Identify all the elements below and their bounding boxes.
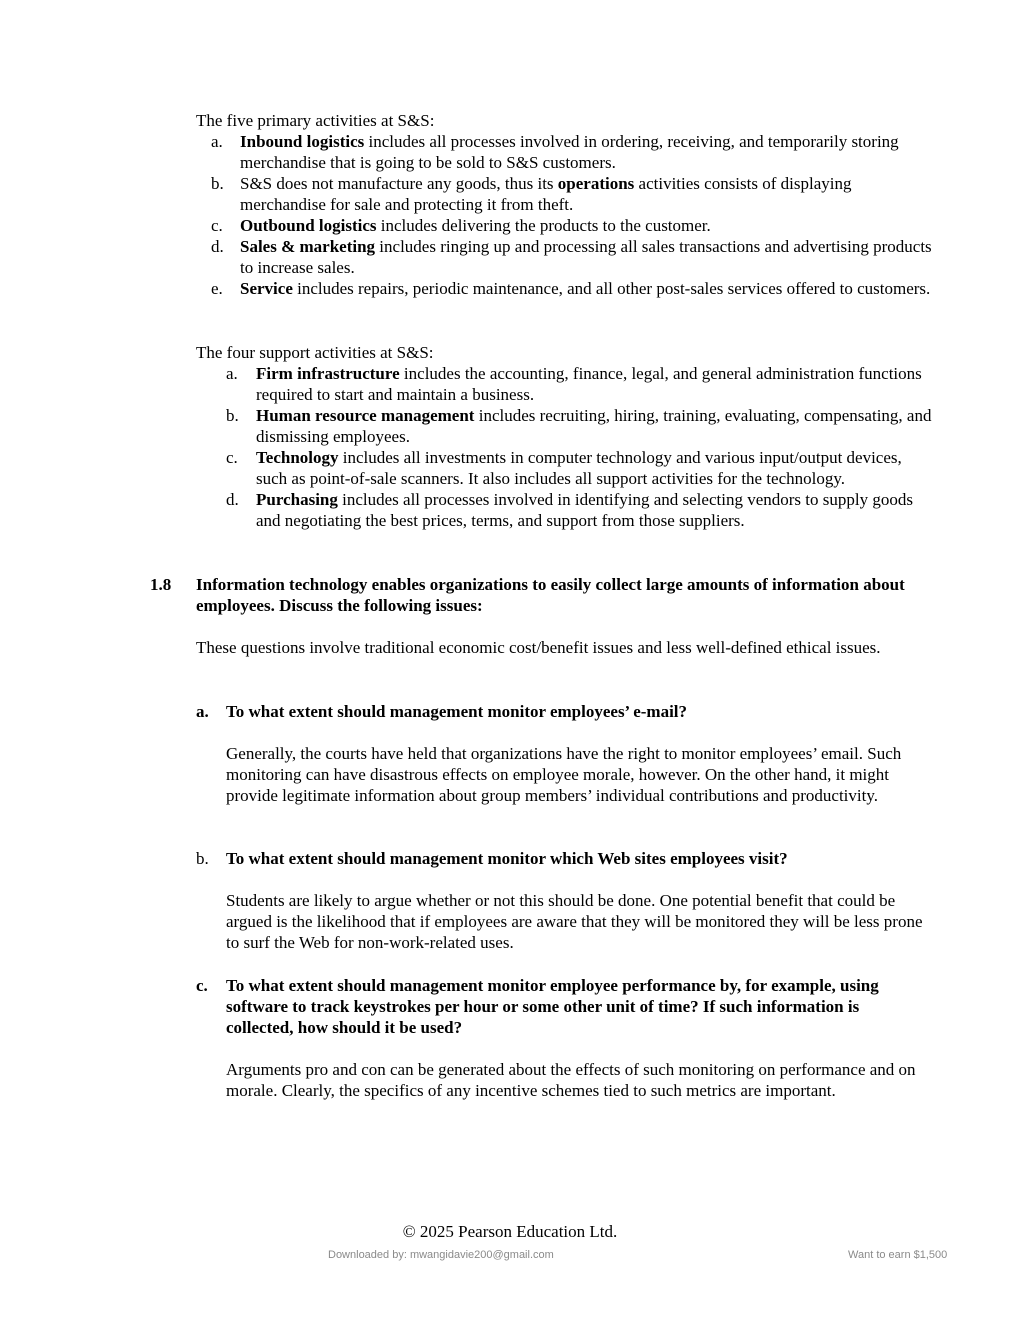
question-text: To what extent should management monitor employees’ e-mail? (226, 702, 688, 721)
list-marker: c. (211, 216, 223, 235)
list-marker: c. (226, 448, 238, 467)
description: includes delivering the products to the customer. (376, 216, 711, 235)
list-marker: b. (211, 174, 224, 193)
question-marker: c. (196, 976, 208, 995)
term: Outbound logistics (240, 216, 377, 235)
list-marker: d. (226, 490, 239, 509)
description: includes all processes involved in ordering, receiving, and temporarily storing merchandise that is going to be sold to S&S customers. (240, 132, 899, 172)
question-marker: a. (196, 702, 209, 721)
answer-text: Students are likely to argue whether or not this should be done. One potential benefit that could be argued is the likelihood that if employees are aware that they will be monitored they will be less prone to surf the Web for non-work-related uses. (226, 891, 923, 952)
term: Firm infrastructure (256, 364, 400, 383)
answer-text: Arguments pro and con can be generated about the effects of such monitoring on performance and on morale. Clearly, the specifics of any incentive schemes tied to such metrics are important. (226, 1060, 916, 1100)
question-text: To what extent should management monitor which Web sites employees visit? (226, 849, 788, 868)
list-marker: d. (211, 237, 224, 256)
promo-link[interactable]: Want to earn $1,500 (848, 1249, 948, 1261)
description: includes ringing up and processing all sales transactions and advertising products to increase sales. (240, 237, 932, 277)
primary-heading: The five primary activities at S&S: (196, 111, 435, 130)
support-heading: The four support activities at S&S: (196, 343, 434, 362)
question-text: To what extent should management monitor employee performance by, for example, using software to track keystrokes per hour or some other unit of time? If such information is collected, how should it be used? (226, 976, 879, 1037)
term: Service (240, 279, 293, 298)
term: Purchasing (256, 490, 338, 509)
term: Technology (256, 448, 339, 467)
description: includes recruiting, hiring, training, evaluating, compensating, and dismissing employees. (256, 406, 932, 446)
list-marker: b. (226, 406, 239, 425)
list-marker: e. (211, 279, 223, 298)
description: includes repairs, periodic maintenance, and all other post-sales services offered to customers. (292, 279, 931, 298)
list-item (196, 131, 936, 173)
support-activities (196, 342, 936, 531)
list-item (196, 278, 936, 299)
description: activities consists of displaying merchandise for sale and protecting it from theft. (240, 174, 852, 214)
description: includes all processes involved in identifying and selecting vendors to supply goods and negotiating the best prices, terms, and support from those suppliers. (256, 490, 913, 530)
description: includes the accounting, finance, legal, and general administration functions required to start and maintain a business. (256, 364, 922, 404)
section-number: 1.8 (150, 575, 172, 594)
list-item (196, 215, 936, 236)
primary-activities (196, 110, 936, 299)
list-item (196, 363, 936, 405)
list-item (196, 236, 936, 278)
term: operations (557, 174, 635, 193)
answer-text: Generally, the courts have held that organizations have the right to monitor employees’ email. Such monitoring can have disastrous effects on employee morale, however. On the other hand, it might provide legitimate information about group members’ individual contributions and productivity. (226, 744, 902, 805)
term: Human resource management (256, 406, 475, 425)
list-item (196, 173, 936, 215)
description-prefix: S&S does not manufacture any goods, thus its (240, 174, 558, 193)
list-item (196, 405, 936, 447)
section-title: Information technology enables organizations to easily collect large amounts of information about employees. Discuss the following issues: (196, 575, 905, 615)
list-marker: a. (226, 364, 238, 383)
term: Inbound logistics (240, 132, 365, 151)
list-item (196, 447, 936, 489)
list-item (196, 489, 936, 531)
list-marker: a. (211, 132, 223, 151)
section-intro: These questions involve traditional economic cost/benefit issues and less well-defined ethical issues. (196, 638, 881, 657)
question-marker: b. (196, 849, 209, 868)
term: Sales & marketing (240, 237, 376, 256)
description: includes all investments in computer technology and various input/output devices, such as point-of-sale scanners. It also includes all support activities for the technology. (256, 448, 902, 488)
download-notice: Downloaded by: mwangidavie200@gmail.com (328, 1249, 554, 1261)
copyright-notice: © 2025 Pearson Education Ltd. (402, 1222, 618, 1241)
